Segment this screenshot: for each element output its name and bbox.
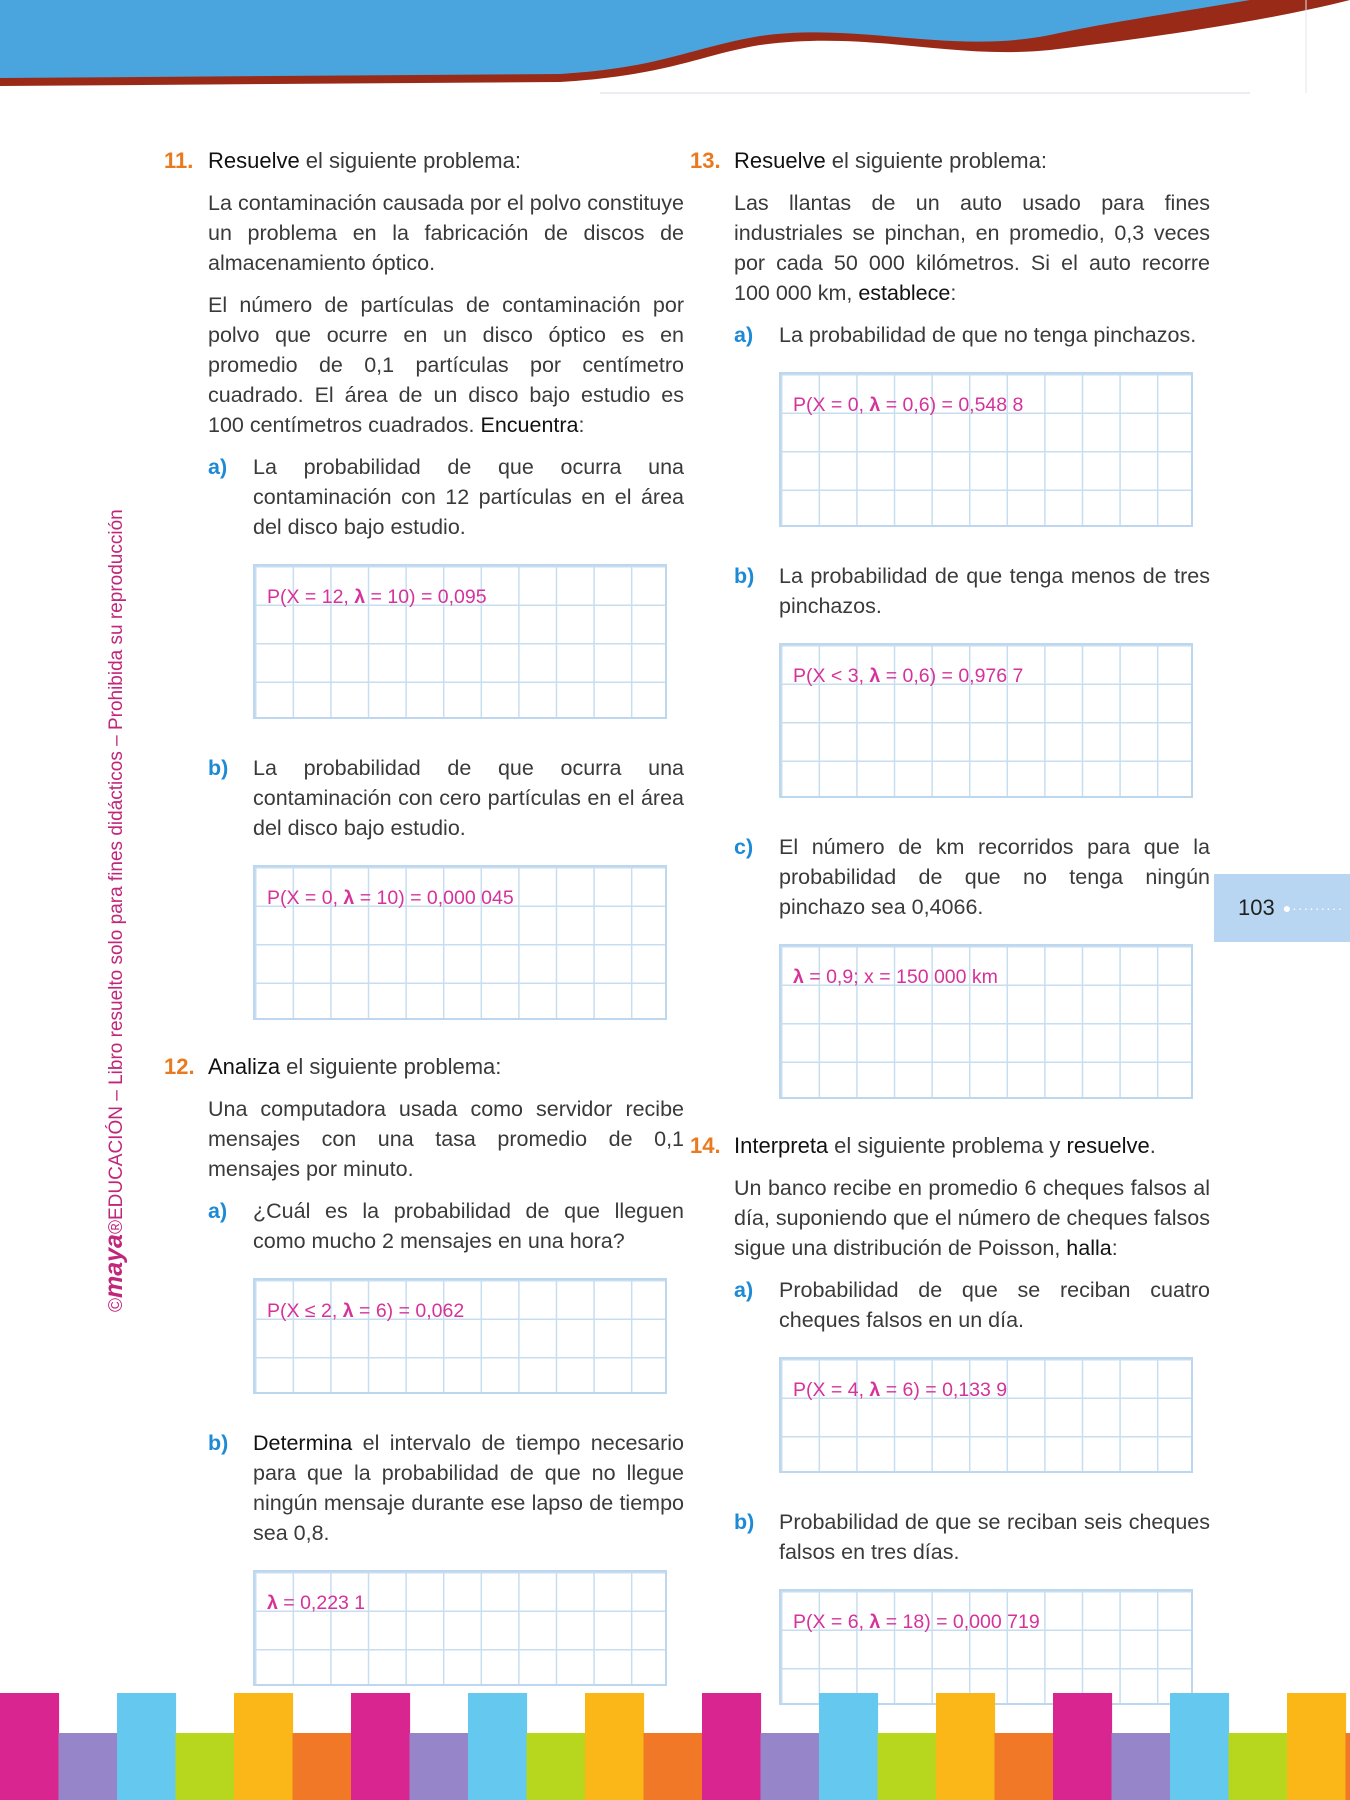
answer-text: P(X = 4, λ = 6) = 0,133 9 (793, 1379, 1008, 1401)
problem-number: 14. (690, 1133, 721, 1158)
problem-13 (690, 148, 1210, 1099)
credit-text: ®EDUCACIÓN – Libro resuelto solo para fines didácticos – Prohibida su reproducción (106, 509, 127, 1235)
answer-text: P(X = 0, λ = 10) = 0,000 045 (267, 887, 514, 909)
subquestion-letter: a) (734, 1278, 754, 1302)
problem-verb: Resuelve (734, 148, 826, 173)
subquestion-letter: b) (208, 1431, 229, 1455)
answer-text: P(X = 0, λ = 0,6) = 0,548 8 (793, 394, 1024, 416)
stripe-block (234, 1693, 293, 1800)
subquestion-text: La probabilidad de que ocurra una contaminación con 12 partículas en el área del disco bajo estudio. (253, 455, 684, 539)
subquestion-b (734, 561, 1210, 621)
stripe-block (293, 1733, 352, 1800)
stripe-block (1112, 1733, 1171, 1800)
subquestion-a (208, 452, 684, 542)
brand-logo-text: maya (100, 1234, 128, 1298)
side-copyright-credit (100, 509, 129, 1312)
answer-grid[interactable] (253, 1278, 667, 1394)
answer-text: P(X < 3, λ = 0,6) = 0,976 7 (793, 665, 1024, 687)
stripe-block (1229, 1733, 1288, 1800)
subquestion-c (734, 832, 1210, 922)
stripe-block (819, 1693, 878, 1800)
problem-number: 11. (164, 148, 194, 173)
subquestion-text: Probabilidad de que se reciban cuatro cheques falsos en un día. (779, 1278, 1210, 1332)
answer-grid[interactable] (779, 944, 1193, 1099)
bottom-color-stripes (0, 1693, 1350, 1800)
subquestion-text: La probabilidad de que tenga menos de tres pinchazos. (779, 564, 1210, 618)
subquestion-text: ¿Cuál es la probabilidad de que lleguen como mucho 2 mensajes en una hora? (253, 1199, 684, 1253)
problem-verb: Interpreta (734, 1133, 829, 1158)
stripe-block (0, 1693, 59, 1800)
answer-grid[interactable] (779, 643, 1193, 798)
stripe-block (1346, 1733, 1350, 1800)
answer-grid[interactable] (253, 1570, 667, 1686)
subquestion-letter: a) (208, 1199, 228, 1223)
subquestion-a (734, 1275, 1210, 1335)
answer-text: P(X ≤ 2, λ = 6) = 0,062 (267, 1300, 465, 1322)
problem-12-heading (164, 1054, 684, 1080)
stripe-block (527, 1733, 586, 1800)
stripe-block (1053, 1693, 1112, 1800)
stripe-block (117, 1693, 176, 1800)
subquestion-a (208, 1196, 684, 1256)
subquestion-text: Probabilidad de que se reciban seis cheques falsos en tres días. (779, 1510, 1210, 1564)
left-column (164, 148, 684, 1720)
stripe-block (176, 1733, 235, 1800)
page-number-tab (1214, 874, 1350, 942)
page-number: 103 (1238, 895, 1275, 920)
problem-12 (164, 1054, 684, 1686)
subquestion-letter: a) (208, 455, 228, 479)
header-wave-banner (0, 0, 1350, 100)
problem-number: 12. (164, 1054, 195, 1079)
problem-heading-text: el siguiente problema y resuelve. (834, 1133, 1156, 1158)
problem-11-heading (164, 148, 684, 174)
stripe-block (351, 1693, 410, 1800)
subquestion-b (734, 1507, 1210, 1567)
answer-text: λ = 0,9; x = 150 000 km (793, 966, 998, 988)
answer-grid[interactable] (253, 564, 667, 719)
answer-text: P(X = 6, λ = 18) = 0,000 719 (793, 1611, 1040, 1633)
problem-11 (164, 148, 684, 1020)
problem-heading-text: el siguiente problema: (831, 148, 1047, 173)
problem-verb: Analiza (208, 1054, 281, 1079)
stripe-block (644, 1733, 703, 1800)
stripe-block (995, 1733, 1054, 1800)
problem-13-heading (690, 148, 1210, 174)
stripe-block (410, 1733, 469, 1800)
problem-paragraph: La contaminación causada por el polvo constituye un problema en la fabricación de discos de almacenamiento óptico. (208, 191, 684, 275)
problem-paragraph: Las llantas de un auto usado para fines industriales se pinchan, en promedio, 0,3 veces por cada 50 000 kilómetros. Si el auto recorre 100 000 km, establece: (734, 191, 1210, 305)
stripe-block (1170, 1693, 1229, 1800)
answer-text: λ = 0,223 1 (267, 1592, 366, 1614)
stripe-block (1287, 1693, 1346, 1800)
answer-grid[interactable] (253, 865, 667, 1020)
problem-verb: Resuelve (208, 148, 300, 173)
stripe-block (702, 1693, 761, 1800)
answer-grid[interactable] (779, 1589, 1193, 1705)
problem-heading-text: el siguiente problema: (286, 1054, 502, 1079)
subquestion-text: Determina el intervalo de tiempo necesario para que la probabilidad de que no llegue ningún mensaje durante ese lapso de tiempo sea 0,8. (253, 1431, 684, 1545)
stripe-block (468, 1693, 527, 1800)
problem-14-heading (690, 1133, 1210, 1159)
subquestion-text: El número de km recorridos para que la probabilidad de que no tenga ningún pinchazo sea 0,4066. (779, 835, 1210, 919)
stripe-block (59, 1733, 118, 1800)
stripe-block (761, 1733, 820, 1800)
subquestion-letter: b) (734, 564, 755, 588)
right-column (690, 148, 1210, 1739)
answer-grid[interactable] (779, 372, 1193, 527)
subquestion-b (208, 753, 684, 843)
problem-paragraph: Un banco recibe en promedio 6 cheques falsos al día, suponiendo que el número de cheques falsos sigue una distribución de Poisson, halla: (734, 1176, 1210, 1260)
subquestion-letter: a) (734, 323, 754, 347)
subquestion-text: La probabilidad de que ocurra una contaminación con cero partículas en el área del disco bajo estudio. (253, 756, 684, 840)
problem-paragraph: El número de partículas de contaminación por polvo que ocurre en un disco óptico es en promedio de 0,1 partículas por centímetro cuadrado. El área de un disco bajo estudio es 100 centímetros cuadrados. Encuentra: (208, 293, 684, 437)
stripe-block (936, 1693, 995, 1800)
problem-heading-text: el siguiente problema: (305, 148, 521, 173)
problem-paragraph: Una computadora usada como servidor recibe mensajes con una tasa promedio de 0,1 mensajes por minuto. (208, 1097, 684, 1181)
subquestion-letter: b) (208, 756, 229, 780)
subquestion-letter: b) (734, 1510, 755, 1534)
subquestion-letter: c) (734, 835, 754, 859)
copyright-symbol: © (106, 1298, 127, 1312)
problem-14 (690, 1133, 1210, 1705)
subquestion-text: La probabilidad de que no tenga pinchazos. (779, 323, 1197, 347)
subquestion-a (734, 320, 1210, 350)
subquestion-b (208, 1428, 684, 1548)
problem-number: 13. (690, 148, 721, 173)
stripe-block (585, 1693, 644, 1800)
answer-grid[interactable] (779, 1357, 1193, 1473)
stripe-block (878, 1733, 937, 1800)
page-tab-dots: ●········· (1282, 900, 1344, 916)
answer-text: P(X = 12, λ = 10) = 0,095 (267, 586, 487, 608)
